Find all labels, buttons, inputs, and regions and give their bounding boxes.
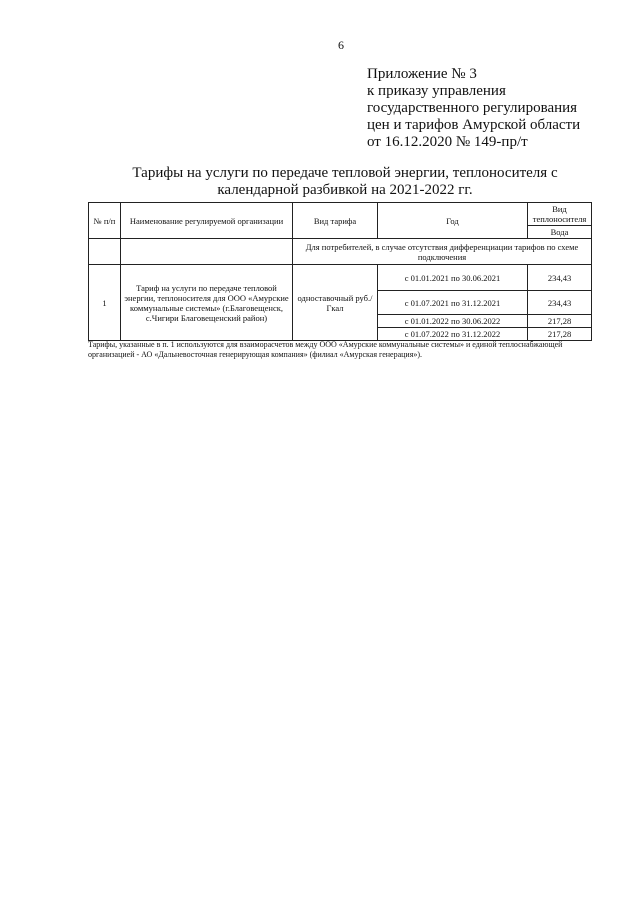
appendix-line: государственного регулирования — [367, 100, 578, 116]
section-empty-cell — [121, 239, 293, 265]
title-line: календарной разбивкой на 2021-2022 гг. — [217, 182, 473, 198]
document-title — [110, 165, 580, 199]
header-tariff-type: Вид тарифа — [293, 203, 378, 239]
appendix-line: к приказу управления — [367, 83, 506, 99]
row-value: 217,28 — [528, 328, 592, 341]
header-year: Год — [378, 203, 528, 239]
section-label: Для потребителей, в случае отсутствия дифференциации тарифов по схеме подключения — [293, 239, 592, 265]
row-org: Тариф на услуги по передаче тепловой энергии, теплоносителя для ООО «Амурские коммунальные системы» (г.Благовещенск, с.Чигири Благовещенский район) — [121, 265, 293, 341]
header-org: Наименование регулируемой организации — [121, 203, 293, 239]
title-line: Тарифы на услуги по передаче тепловой энергии, теплоносителя с — [132, 165, 558, 181]
row-value: 217,28 — [528, 315, 592, 328]
section-empty-cell — [89, 239, 121, 265]
tariff-table — [88, 202, 592, 341]
header-num: № п/п — [89, 203, 121, 239]
row-value: 234,43 — [528, 265, 592, 291]
appendix-line: цен и тарифов Амурской области — [367, 117, 581, 133]
page-number: 6 — [338, 38, 344, 52]
row-period: с 01.07.2021 по 31.12.2021 — [378, 291, 528, 315]
row-period: с 01.01.2022 по 30.06.2022 — [378, 315, 528, 328]
appendix-line: Приложение № 3 — [367, 66, 477, 82]
table-section-row — [89, 239, 592, 265]
appendix-block — [367, 66, 580, 151]
row-tariff-type: одноставочный руб./Гкал — [293, 265, 378, 341]
appendix-line: от 16.12.2020 № 149-пр/т — [367, 134, 528, 150]
row-period: с 01.01.2021 по 30.06.2021 — [378, 265, 528, 291]
table-row — [89, 265, 592, 291]
footnote: Тарифы, указанные в п. 1 используются для взаиморасчетов между ООО «Амурские коммунальные системы» и единой теплоснабжающей организацией - АО «Дальневосточная генерирующая компания» (филиал «Амурская генерация»). — [88, 340, 563, 359]
header-water: Вода — [528, 226, 592, 239]
header-carrier: Вид теплоносителя — [528, 203, 592, 226]
row-value: 234,43 — [528, 291, 592, 315]
row-period: с 01.07.2022 по 31.12.2022 — [378, 328, 528, 341]
table-header-row — [89, 203, 592, 226]
row-num: 1 — [89, 265, 121, 341]
